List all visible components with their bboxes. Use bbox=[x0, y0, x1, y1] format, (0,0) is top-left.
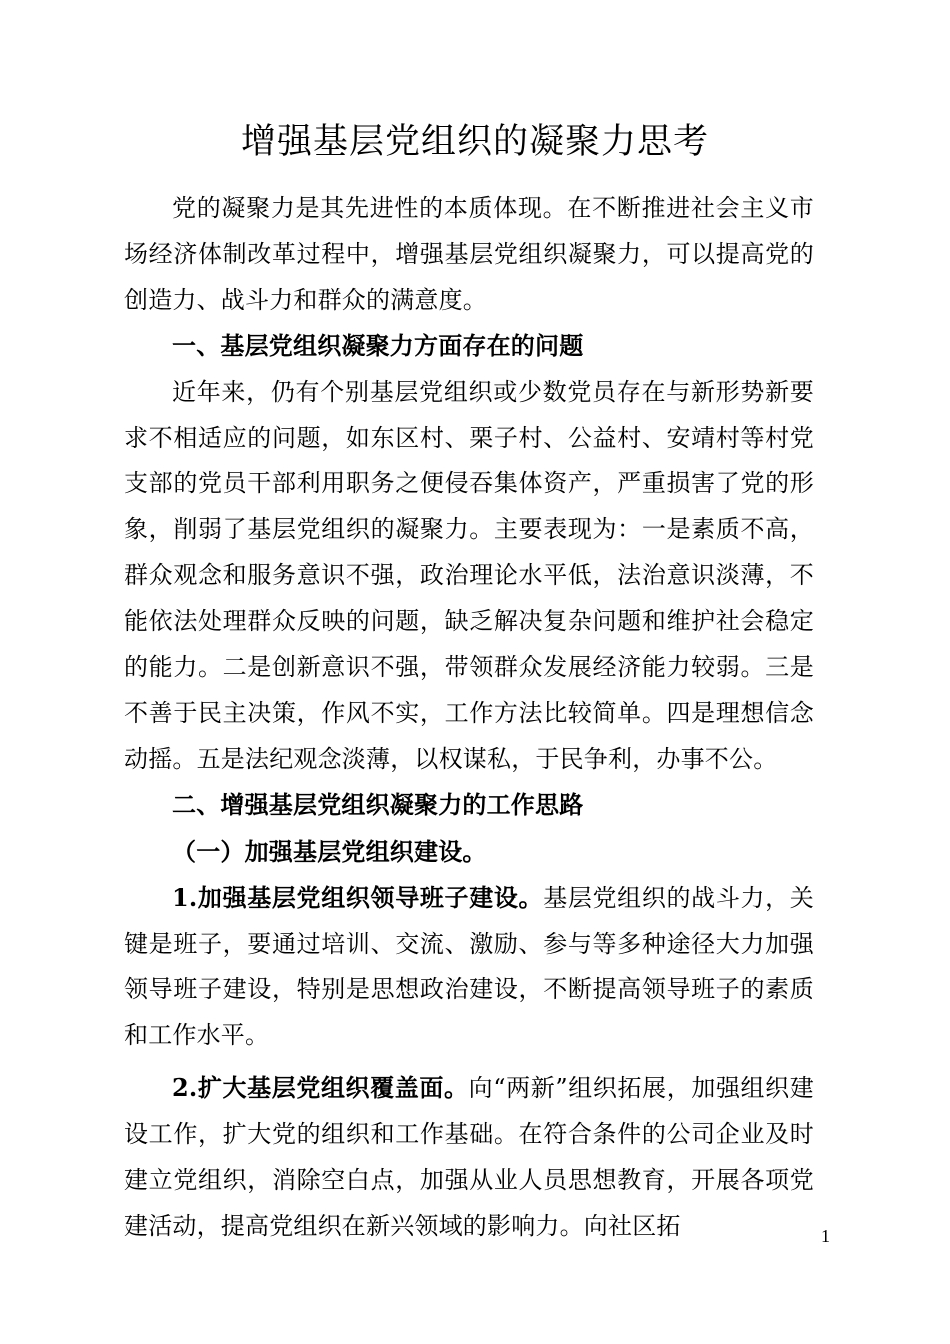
item-2-text: 向“两新”组织拓展，加强组织建设工作，扩大党的组织和工作基础。在符合条件的公司企业及时建立党组织，消除空白点，加强从业人员思想教育，开展各项党建活动，提高党组织在新兴领域的影响力。向社区拓 bbox=[124, 1074, 814, 1240]
item-1-lead: 1.加强基层党组织领导班子建设。 bbox=[172, 882, 544, 912]
page-number: 1 bbox=[821, 1226, 830, 1246]
section-heading-2: 二、增强基层党组织凝聚力的工作思路 bbox=[172, 790, 584, 819]
document-body bbox=[124, 186, 814, 1250]
subsection-heading-1: （一）加强基层党组织建设。 bbox=[172, 836, 487, 866]
item-2-lead: 2.扩大基层党组织覆盖面。 bbox=[172, 1073, 469, 1103]
item-paragraph-2 bbox=[124, 1065, 814, 1250]
item-1-text: 基层党组织的战斗力，关键是班子，要通过培训、交流、激励、参与等多种途径大力加强领导班子建设，特别是思想政治建设，不断提高领导班子的素质和工作水平。 bbox=[124, 883, 814, 1050]
page-title: 增强基层党组织的凝聚力思考 bbox=[240, 122, 709, 162]
intro-paragraph: 党的凝聚力是其先进性的本质体现。在不断推进社会主义市场经济体制改革过程中，增强基层党组织凝聚力，可以提高党的创造力、战斗力和群众的满意度。 bbox=[124, 194, 814, 314]
section-heading-1: 一、基层党组织凝聚力方面存在的问题 bbox=[172, 331, 584, 360]
item-paragraph-1 bbox=[124, 875, 814, 1060]
section-1-paragraph: 近年来，仍有个别基层党组织或少数党员存在与新形势新要求不相适应的问题，如东区村、栗子村、公益村、安靖村等村党支部的党员干部利用职务之便侵吞集体资产，严重损害了党的形象，削弱了基层党组织的凝聚力。主要表现为：一是素质不高，群众观念和服务意识不强，政治理论水平低，法治意识淡薄，不能依法处理群众反映的问题，缺乏解决复杂问题和维护社会稳定的能力。二是创新意识不强，带领群众发展经济能力较弱。三是不善于民主决策，作风不实，工作方法比较简单。四是理想信念动摇。五是法纪观念淡薄，以权谋私，于民争利，办事不公。 bbox=[124, 377, 814, 773]
